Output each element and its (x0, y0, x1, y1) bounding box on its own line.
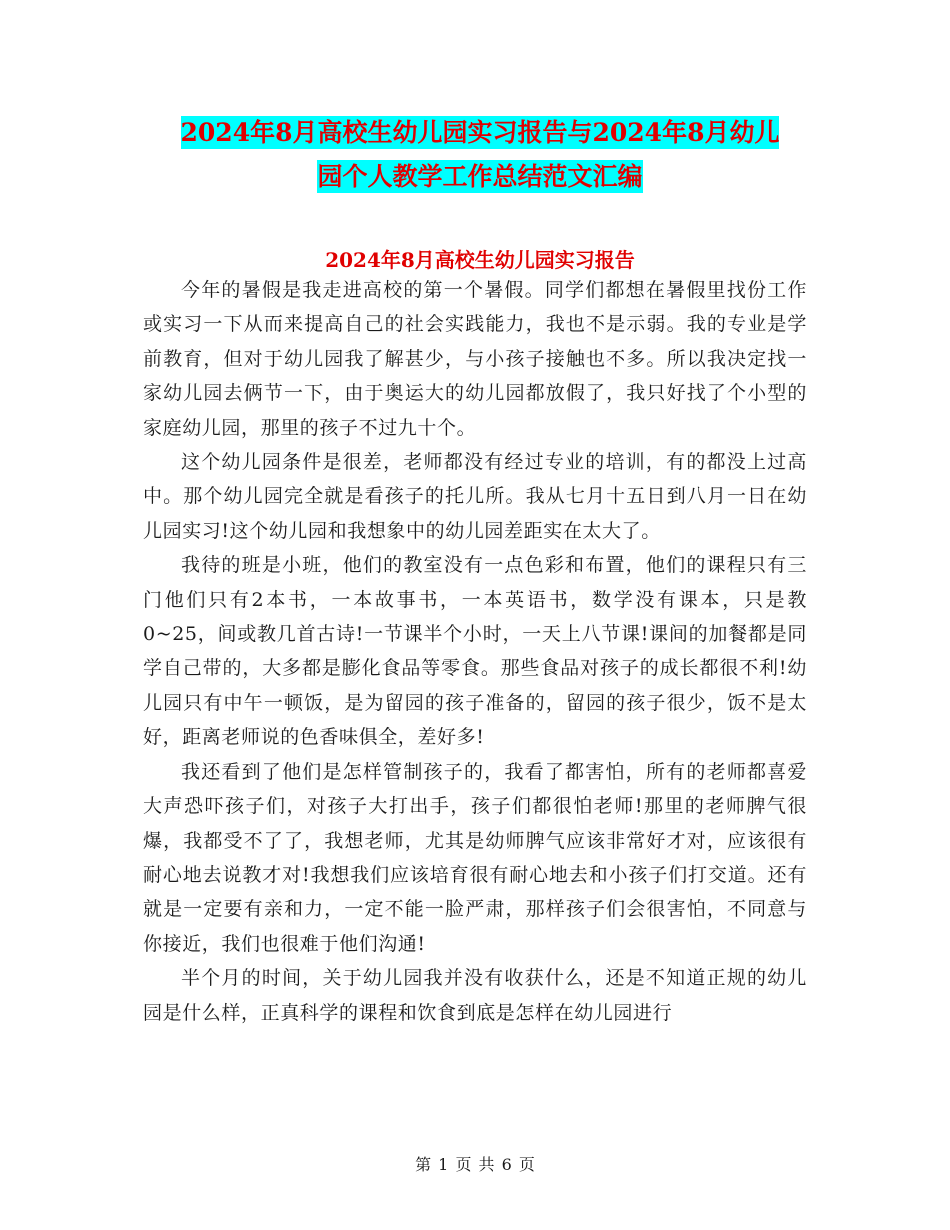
main-title-line-2: 园个人教学工作总结范文汇编 (317, 162, 643, 191)
main-title (140, 111, 820, 199)
main-title-line-1: 2024年8月高校生幼儿园实习报告与2024年8月幼儿 (180, 118, 780, 147)
paragraph: 半个月的时间，关于幼儿园我并没有收获什么，还是不知道正规的幼儿园是什么样，正真科学的课程和饮食到底是怎样在幼儿园进行 (143, 967, 807, 1024)
paragraph: 今年的暑假是我走进高校的第一个暑假。同学们都想在暑假里找份工作或实习一下从而来提高自己的社会实践能力，我也不是示弱。我的专业是学前教育，但对于幼儿园我了解甚少，与小孩子接触也不多。所以我决定找一家幼儿园去俩节一下，由于奥运大的幼儿园都放假了，我只好找了个小型的家庭幼儿园，那里的孩子不过九十个。 (143, 279, 807, 439)
paragraph: 我待的班是小班，他们的教室没有一点色彩和布置，他们的课程只有三门他们只有2本书，一本故事书，一本英语书，数学没有课本，只是教0~25，间或教几首古诗!一节课半个小时，一天上八节课!课间的加餐都是同学自己带的，大多都是膨化食品等零食。那些食品对孩子的成长都很不利!幼儿园只有中午一顿饭，是为留园的孩子准备的，留园的孩子很少，饭不是太好，距离老师说的色香味俱全，差好多! (143, 554, 807, 749)
paragraph: 我还看到了他们是怎样管制孩子的，我看了都害怕，所有的老师都喜爱大声恐吓孩子们，对孩子大打出手，孩子们都很怕老师!那里的老师脾气很爆，我都受不了了，我想老师，尤其是幼师脾气应该非常好才对，应该很有耐心地去说教才对!我想我们应该培育很有耐心地去和小孩子们打交道。还有就是一定要有亲和力，一定不能一脸严肃，那样孩子们会很害怕，不同意与你接近，我们也很难于他们沟通! (143, 760, 807, 955)
paragraph: 这个幼儿园条件是很差，老师都没有经过专业的培训，有的都没上过高中。那个幼儿园完全就是看孩子的托儿所。我从七月十五日到八月一日在幼儿园实习!这个幼儿园和我想象中的幼儿园差距实在太大了。 (143, 451, 807, 542)
page-footer: 第 1 页 共 6 页 (415, 1155, 535, 1174)
section-title: 2024年8月高校生幼儿园实习报告 (325, 248, 635, 272)
body-text (143, 273, 807, 1030)
